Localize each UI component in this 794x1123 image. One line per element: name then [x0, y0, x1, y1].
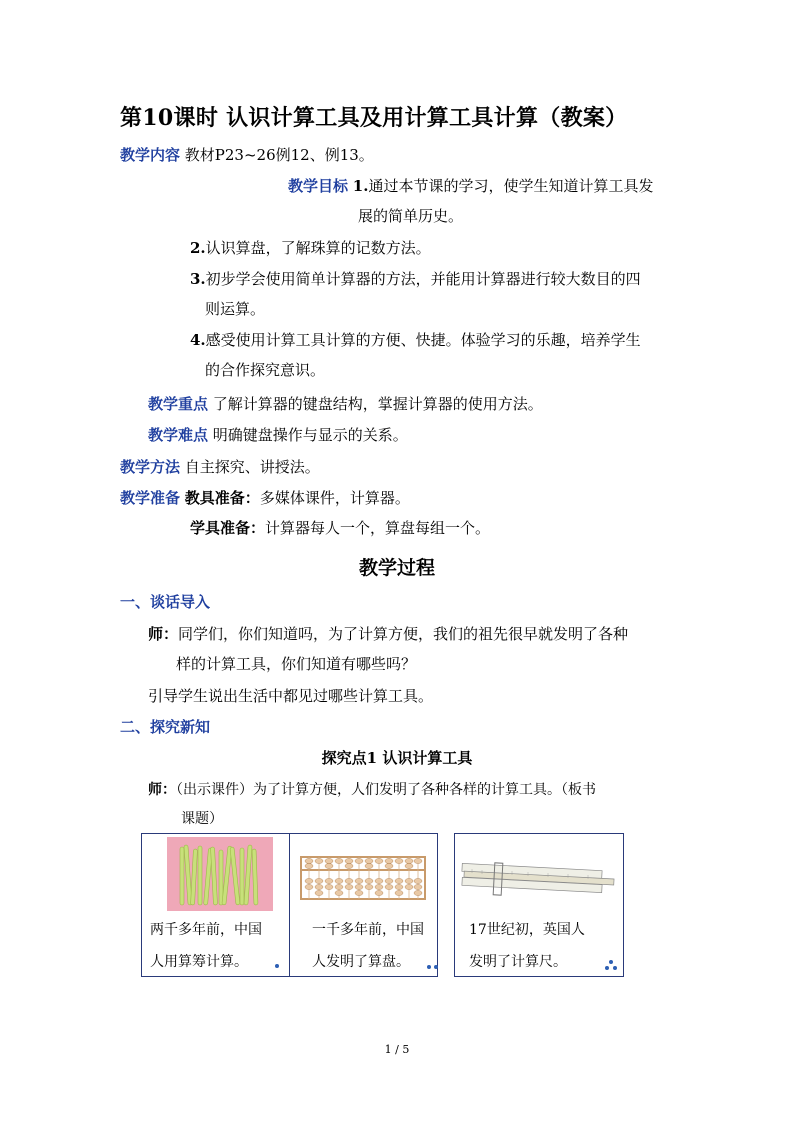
decor-dot [609, 960, 613, 964]
key-point [148, 394, 543, 414]
teaching-goals-label: 教学目标 [288, 177, 349, 195]
teaching-method-label: 教学方法 [120, 458, 181, 476]
abacus-picture [293, 837, 432, 911]
figure-3-caption-line2: 发明了计算尺。 [469, 954, 567, 970]
teaching-content [120, 145, 374, 165]
goal-4-line1 [190, 330, 641, 350]
section-1-heading: 一、谈话导入 [120, 593, 211, 611]
figure-1-caption-line2: 人用算筹计算。 [150, 954, 248, 970]
goal-1-text: 通过本节课的学习，使学生知道计算工具发 [368, 177, 654, 195]
teacher-prep-text: 多媒体课件，计算器。 [259, 489, 410, 507]
section-1-guide: 引导学生说出生活中都见过哪些计算工具。 [148, 687, 434, 705]
key-point-label: 教学重点 [148, 395, 209, 413]
decor-dot [613, 966, 617, 970]
teaching-method-text: 自主探究、讲授法。 [184, 458, 320, 476]
figure-abacus [289, 833, 438, 977]
teaching-method [120, 457, 320, 477]
figure-slide-rule [454, 833, 624, 977]
document-title: 第10课时 认识计算工具及用计算工具计算（教案） [120, 105, 628, 131]
goal-1-line2: 展的简单历史。 [358, 207, 464, 225]
teaching-prep [120, 488, 410, 508]
figure-counting-rods [141, 833, 290, 977]
figure-2-caption-line1: 一千多年前，中国 [312, 922, 424, 938]
goal-1-number: 1. [352, 177, 369, 195]
teaching-content-text: 教材P23~26例12、例13。 [184, 146, 374, 164]
process-title: 教学过程 [358, 557, 435, 579]
section-2-teacher-line2: 课题） [181, 811, 223, 827]
section-2-teacher-label: 师： [148, 782, 176, 798]
student-prep-text: 计算器每人一个，算盘每组一个。 [265, 519, 491, 537]
figure-3-caption-line1: 17世纪初，英国人 [469, 922, 585, 938]
teacher-prep-label: 教具准备： [184, 489, 260, 507]
figure-2-caption-line2: 人发明了算盘。 [312, 954, 410, 970]
section-1-teacher-line1 [148, 624, 628, 644]
student-prep [190, 518, 490, 538]
figure-1-caption-line1: 两千多年前，中国 [150, 922, 262, 938]
goal-1-line1 [288, 176, 653, 196]
goal-4-text: 感受使用计算工具计算的方便、快捷。体验学习的乐趣，培养学生 [205, 331, 641, 349]
counting-rods-picture [145, 837, 284, 911]
teaching-prep-label: 教学准备 [120, 489, 181, 507]
teaching-content-label: 教学内容 [120, 146, 181, 164]
page-number: 1 / 5 [384, 1043, 410, 1056]
goal-4-line2: 的合作探究意识。 [205, 361, 326, 379]
section-1-teacher-label: 师： [148, 625, 179, 643]
goal-3-line1 [190, 269, 641, 289]
goal-4-number: 4. [190, 331, 206, 349]
difficulty [148, 425, 408, 445]
decor-dot [427, 965, 431, 969]
goal-2 [190, 238, 431, 258]
key-point-text: 了解计算器的键盘结构，掌握计算器的使用方法。 [212, 395, 543, 413]
section-2-heading: 二、探究新知 [120, 718, 211, 736]
section-2-teacher-text: （出示课件）为了计算方便，人们发明了各种各样的计算工具。（板书 [176, 782, 596, 798]
difficulty-text: 明确键盘操作与显示的关系。 [212, 426, 408, 444]
decor-dot [434, 965, 438, 969]
difficulty-label: 教学难点 [148, 426, 209, 444]
section-1-teacher-line2: 样的计算工具，你们知道有哪些吗？ [176, 655, 417, 673]
goal-2-text: 认识算盘，了解珠算的记数方法。 [205, 239, 431, 257]
explore-point-title: 探究点1 认识计算工具 [321, 749, 473, 767]
goal-2-number: 2. [190, 239, 206, 257]
decor-dot [275, 964, 279, 968]
goal-3-line2: 则运算。 [205, 300, 266, 318]
goal-3-text: 初步学会使用简单计算器的方法，并能用计算器进行较大数目的四 [205, 270, 641, 288]
student-prep-label: 学具准备： [190, 519, 266, 537]
decor-dot [605, 966, 609, 970]
section-2-teacher-line1 [148, 780, 596, 800]
slide-rule-picture [458, 837, 618, 911]
section-1-teacher-text: 同学们，你们知道吗，为了计算方便，我们的祖先很早就发明了各种 [178, 625, 629, 643]
goal-3-number: 3. [190, 270, 206, 288]
